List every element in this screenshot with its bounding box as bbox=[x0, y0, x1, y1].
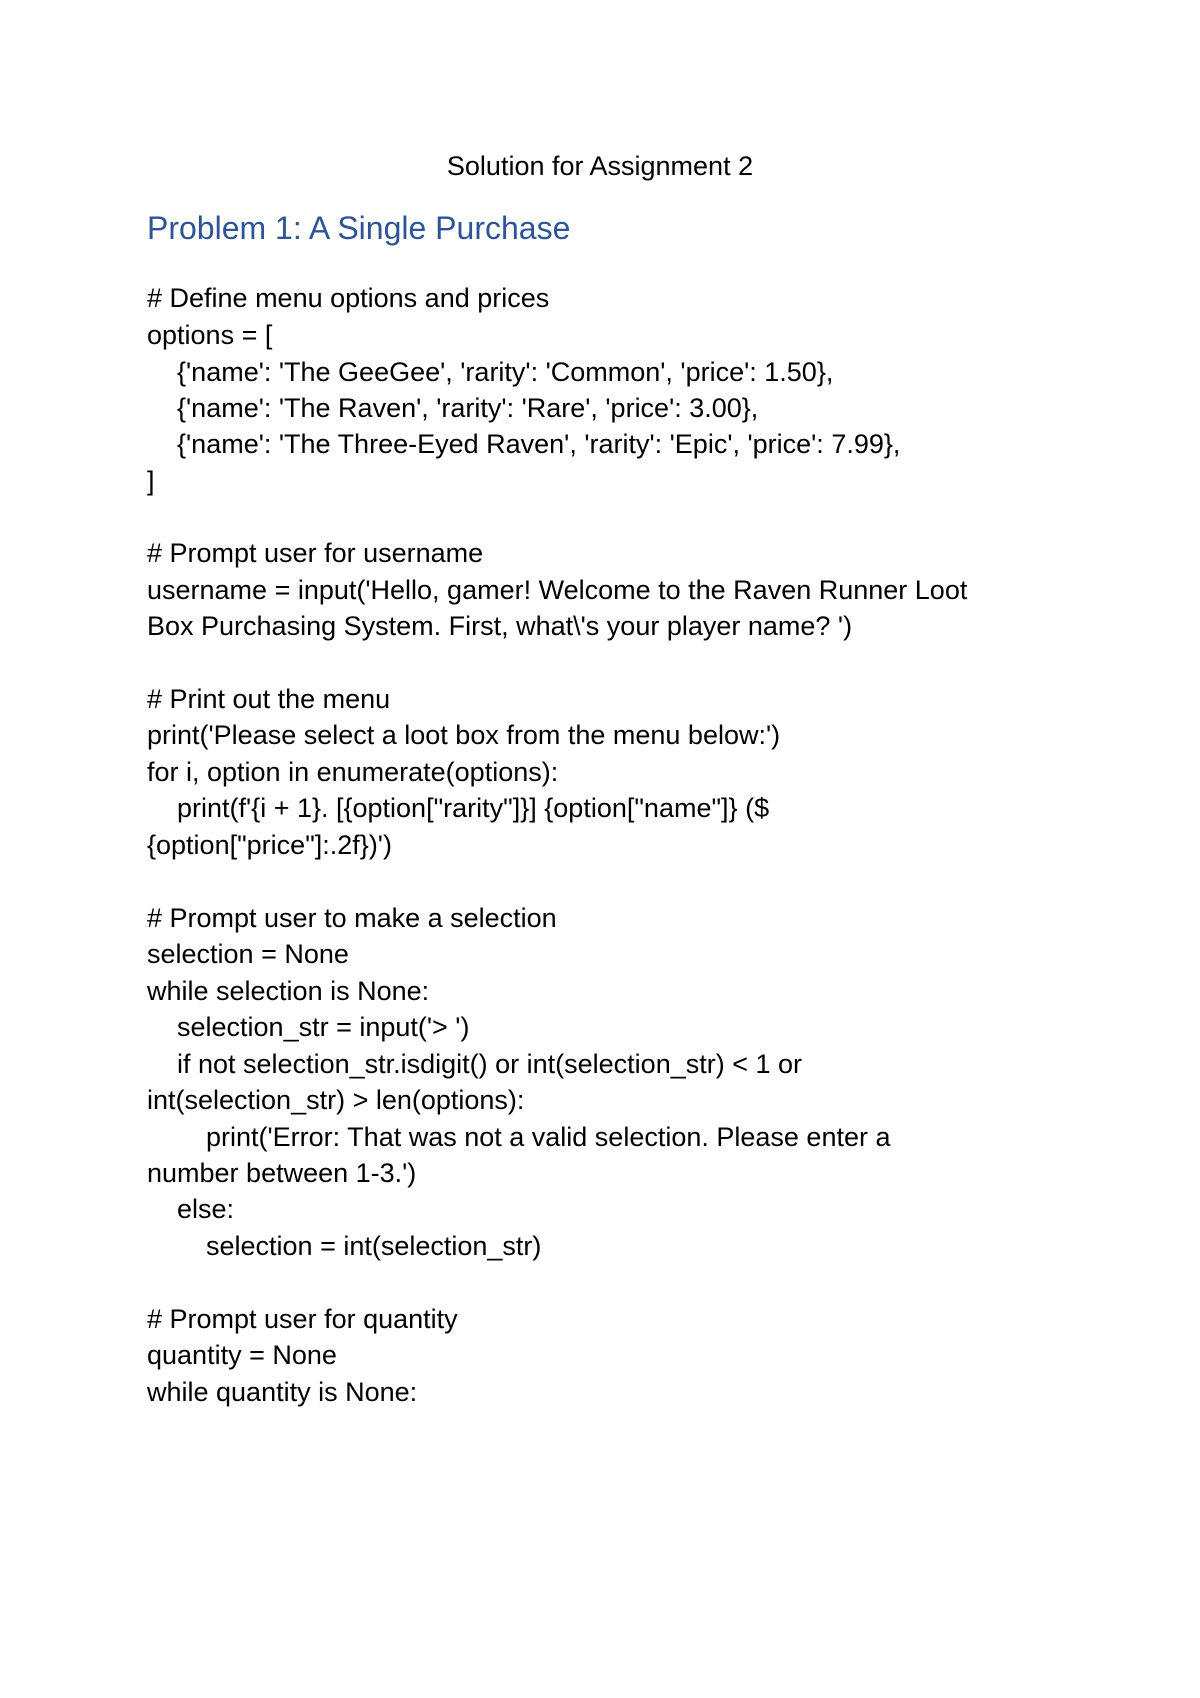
code-line: {'name': 'The Three-Eyed Raven', 'rarity': 'Epic', 'price': 7.99}, bbox=[177, 429, 901, 459]
code-line: options = [ bbox=[147, 320, 273, 350]
code-comment: # Prompt user for username bbox=[147, 538, 484, 568]
code-line: for i, option in enumerate(options): bbox=[147, 757, 559, 787]
code-line: print('Please select a loot box from the menu below:') bbox=[147, 720, 781, 750]
code-line: print(f'{i + 1}. [{option["rarity"]}] {option["name"]} ($ bbox=[177, 793, 770, 823]
code-comment: # Define menu options and prices bbox=[147, 283, 550, 313]
problem-heading: Problem 1: A Single Purchase bbox=[147, 210, 571, 246]
code-line: quantity = None bbox=[147, 1340, 337, 1370]
code-line: print('Error: That was not a valid selection. Please enter a bbox=[206, 1122, 891, 1152]
code-line: username = input('Hello, gamer! Welcome to the Raven Runner Loot bbox=[147, 575, 968, 605]
code-line: number between 1-3.') bbox=[147, 1158, 417, 1188]
code-comment: # Prompt user for quantity bbox=[147, 1304, 458, 1334]
code-line: ] bbox=[147, 466, 155, 496]
code-line: {'name': 'The Raven', 'rarity': 'Rare', 'price': 3.00}, bbox=[177, 393, 759, 423]
code-line: else: bbox=[177, 1194, 235, 1224]
code-comment: # Prompt user to make a selection bbox=[147, 903, 557, 933]
code-line: {option["price"]:.2f})') bbox=[147, 830, 392, 860]
code-line: int(selection_str) > len(options): bbox=[147, 1085, 525, 1115]
code-line: while quantity is None: bbox=[147, 1377, 418, 1407]
code-line: if not selection_str.isdigit() or int(selection_str) < 1 or bbox=[177, 1049, 803, 1079]
code-line: selection = int(selection_str) bbox=[206, 1231, 542, 1261]
code-line: {'name': 'The GeeGee', 'rarity': 'Common', 'price': 1.50}, bbox=[177, 357, 834, 387]
document-title: Solution for Assignment 2 bbox=[446, 151, 754, 181]
code-line: selection = None bbox=[147, 939, 349, 969]
code-line: Box Purchasing System. First, what\'s your player name? ') bbox=[147, 611, 853, 641]
code-line: selection_str = input('> ') bbox=[177, 1012, 470, 1042]
code-comment: # Print out the menu bbox=[147, 684, 391, 714]
code-line: while selection is None: bbox=[147, 976, 430, 1006]
